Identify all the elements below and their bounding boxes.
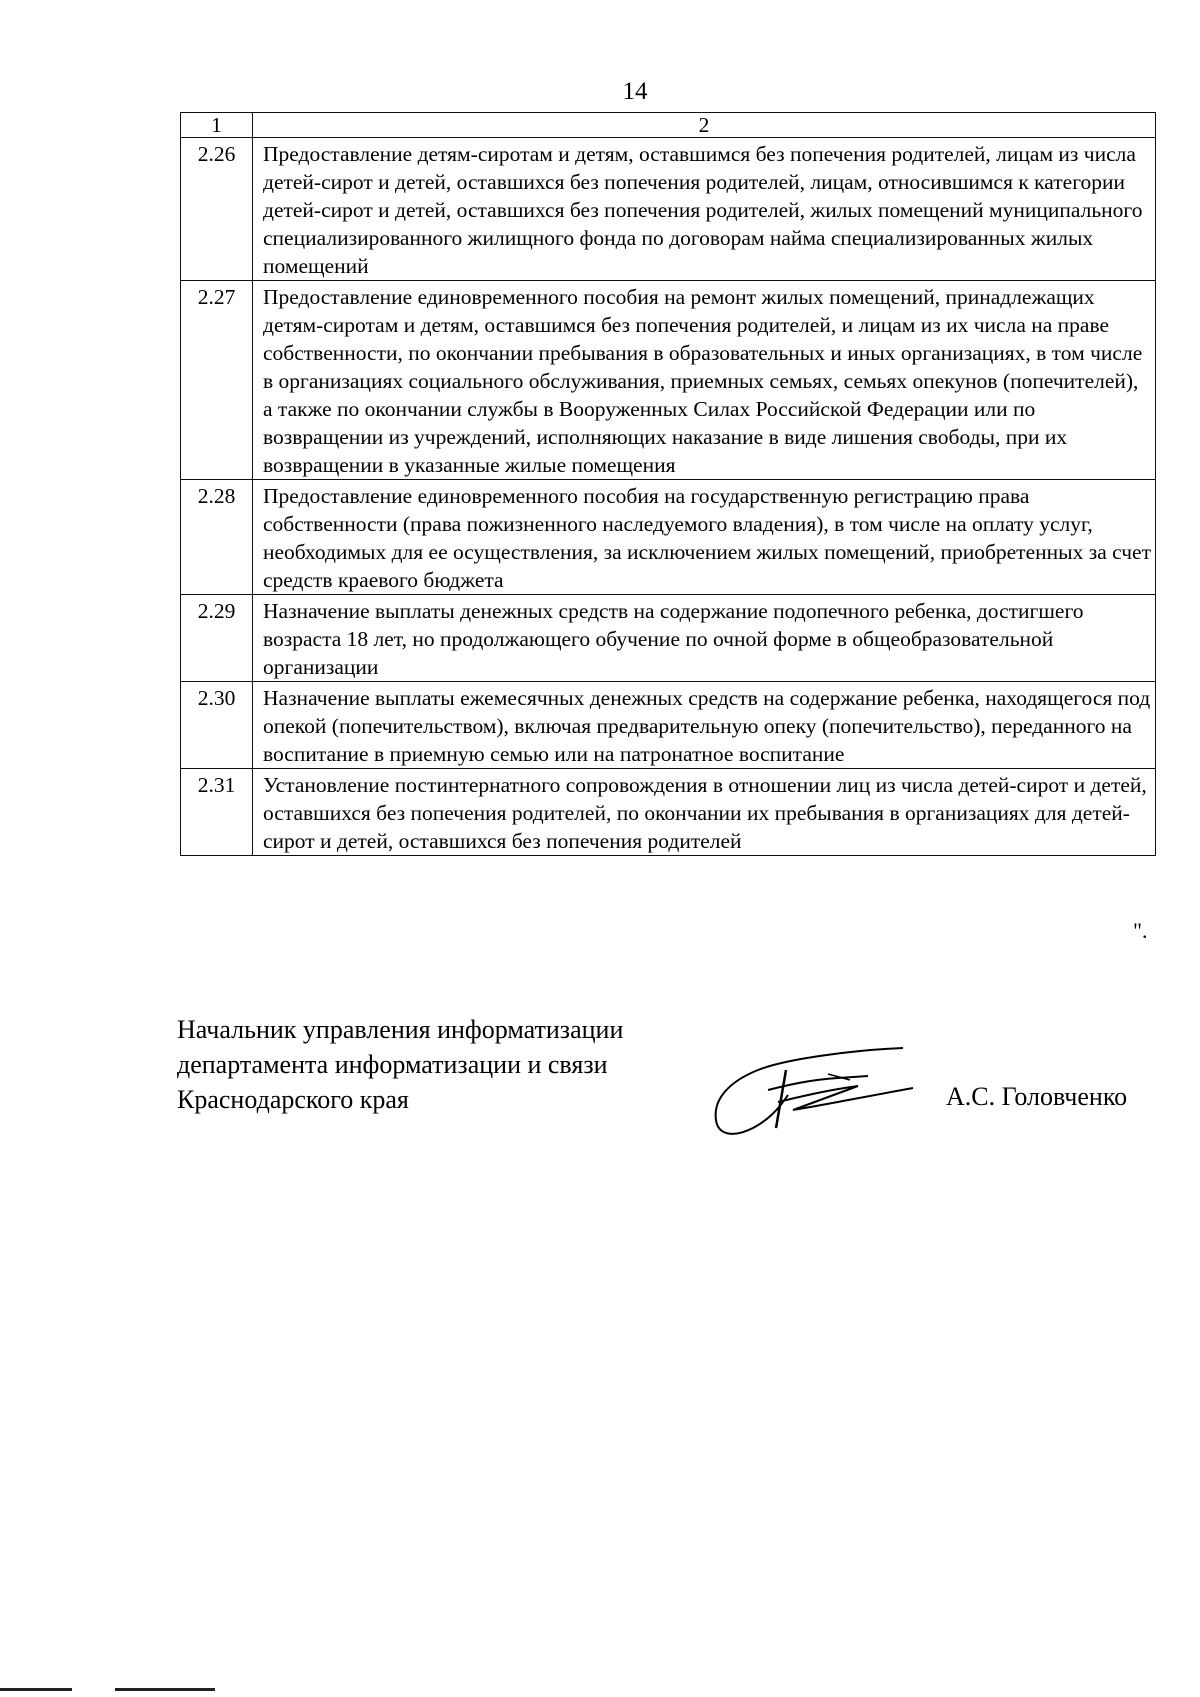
signatory-title-line: Начальник управления информатизации	[177, 1015, 624, 1044]
service-description: Предоставление единовременного пособия на ремонт жилых помещений, принадлежащих детям-сиротам и детям, оставшимся без попечения родителей, и лицам из их числа на праве собственности, по окончании пребывания в образовательных и иных организациях, в том числе в организациях социального обслуживания, приемных семьях, семьях опекунов (попечителей), а также по окончании службы в Вооруженных Силах Российской Федерации или по возвращении из учреждений, исполняющих наказание в виде лишения свободы, при их возвращении в указанные жилые помещения	[253, 281, 1156, 480]
scan-edge-mark	[115, 1688, 215, 1691]
signatory-title-line: департамента информатизации и связи	[177, 1050, 608, 1079]
service-description: Установление постинтернатного сопровождения в отношении лиц из числа детей-сирот и детей, оставшихся без попечения родителей, по окончании их пребывания в организациях для детей-сирот и детей, оставшихся без попечения родителей	[253, 769, 1156, 856]
column-header-service: 2	[253, 113, 1156, 138]
row-number: 2.28	[181, 480, 253, 595]
services-table	[180, 112, 1156, 856]
service-description: Назначение выплаты ежемесячных денежных средств на содержание ребенка, находящегося под опекой (попечительством), включая предварительную опеку (попечительство), переданного на воспитание в приемную семью или на патронатное воспитание	[253, 682, 1156, 769]
table-row	[181, 138, 1156, 281]
signatory-title-line: Краснодарского края	[177, 1085, 409, 1114]
row-number: 2.30	[181, 682, 253, 769]
row-number: 2.29	[181, 595, 253, 682]
table-row	[181, 480, 1156, 595]
row-number: 2.27	[181, 281, 253, 480]
table-row	[181, 682, 1156, 769]
scan-edge-mark	[0, 1688, 72, 1691]
table-row	[181, 769, 1156, 856]
column-header-number: 1	[181, 113, 253, 138]
page-number: 14	[622, 78, 648, 105]
service-description: Назначение выплаты денежных средств на содержание подопечного ребенка, достигшего возраста 18 лет, но продолжающего обучение по очной форме в общеобразовательной организации	[253, 595, 1156, 682]
service-description: Предоставление единовременного пособия на государственную регистрацию права собственности (права пожизненного наследуемого владения), в том числе на оплату услуг, необходимых для ее осуществления, за исключением жилых помещений, приобретенных за счет средств краевого бюджета	[253, 480, 1156, 595]
row-number: 2.26	[181, 138, 253, 281]
table-row	[181, 281, 1156, 480]
table-header-row	[181, 113, 1156, 138]
handwritten-signature	[708, 1040, 933, 1140]
table-row	[181, 595, 1156, 682]
row-number: 2.31	[181, 769, 253, 856]
signatory-name: А.С. Головченко	[946, 1082, 1128, 1111]
service-description: Предоставление детям-сиротам и детям, оставшимся без попечения родителей, лицам из числа детей-сирот и детей, оставшихся без попечения родителей, лицам, относившимся к категории детей-сирот и детей, оставшихся без попечения родителей, жилых помещений муниципального специализированного жилищного фонда по договорам найма специализированных жилых помещений	[253, 138, 1156, 281]
closing-quote: ".	[1133, 918, 1148, 943]
signatory-title	[177, 1012, 623, 1117]
